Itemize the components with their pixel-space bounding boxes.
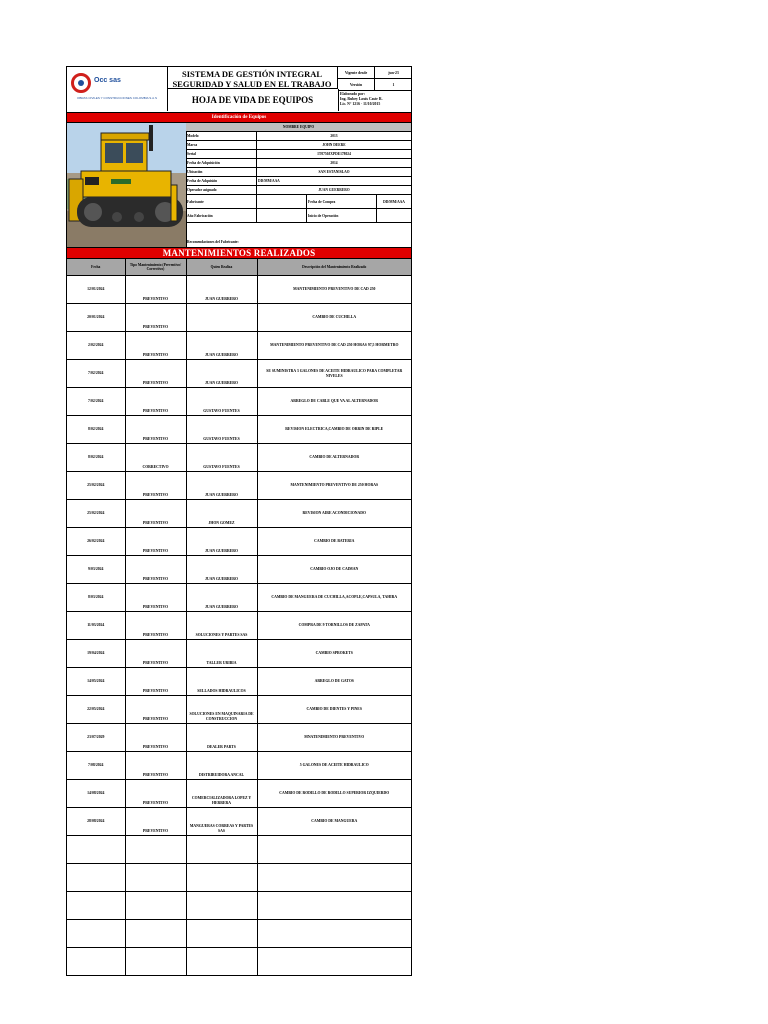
- maintenance-date: [67, 836, 125, 864]
- field-value: 1T0750JXPDE178024: [317, 152, 351, 156]
- field-value: SAN ESTANISLAO: [318, 170, 350, 174]
- logo-emblem-icon: [71, 73, 91, 93]
- maintenance-performer: GUSTAVO FUENTES: [186, 444, 257, 472]
- maintenance-description: MANTENIMIENTO PREVENTIVO DE 250 HORAS: [257, 472, 411, 500]
- field-label: Modelo: [186, 132, 257, 140]
- maintenance-description: [257, 920, 411, 948]
- maintenance-description: [257, 864, 411, 892]
- maintenance-type: PREVENTIVO: [125, 808, 186, 836]
- field-row: [186, 177, 411, 186]
- table-row: [67, 388, 411, 416]
- maintenance-type: PREVENTIVO: [125, 500, 186, 528]
- field-row: [186, 141, 411, 150]
- field-label: Ubicación: [186, 168, 257, 176]
- maintenance-description: COMPRA DE 9 TORNILLOS DE ZAPATA: [257, 612, 411, 640]
- maintenance-date: 20/01/2024: [67, 304, 125, 332]
- maintenance-description: CAMBIO DE ALTERNADOR: [257, 444, 411, 472]
- maintenance-performer: JHON GOMEZ: [186, 500, 257, 528]
- maintenance-description: CAMBIO DE RODILLO DE RODILLO SUPERIOR IZQUIERDO: [257, 780, 411, 808]
- maintenance-type: PREVENTIVO: [125, 472, 186, 500]
- inicio-operacion-value: [377, 209, 411, 222]
- maintenance-type: PREVENTIVO: [125, 528, 186, 556]
- maintenance-performer: [186, 920, 257, 948]
- maintenance-date: 23/07/2029: [67, 724, 125, 752]
- maintenance-type: PREVENTIVO: [125, 612, 186, 640]
- maintenance-type: PREVENTIVO: [125, 724, 186, 752]
- maintenance-date: 7/02/2024: [67, 388, 125, 416]
- table-row: [67, 528, 411, 556]
- fabricante-row: [186, 195, 411, 209]
- maintenance-date: [67, 948, 125, 976]
- table-row: [67, 640, 411, 668]
- table-row: [67, 612, 411, 640]
- table-row: [67, 584, 411, 612]
- field-label: Serial: [186, 150, 257, 158]
- ano-fabricacion-label: Año Fabricación: [186, 209, 257, 222]
- identification-banner: Identificación de Equipos: [67, 113, 411, 123]
- maintenance-type: PREVENTIVO: [125, 360, 186, 388]
- maintenance-date: 8/02/2024: [67, 416, 125, 444]
- maintenance-date: 19/04/2024: [67, 640, 125, 668]
- maintenance-performer: GUSTAVO FUENTES: [186, 416, 257, 444]
- table-row: [67, 556, 411, 584]
- maintenance-performer: MANGUERAS CORREAS Y PARTES SAS: [186, 808, 257, 836]
- maintenance-performer: [186, 304, 257, 332]
- maintenance-type: PREVENTIVO: [125, 276, 186, 304]
- table-row: [67, 920, 411, 948]
- table-row: [67, 332, 411, 360]
- meta-version: [338, 79, 412, 91]
- maintenance-description: CAMBIO DE MANGUERA DE CUCHILLA,ACOPLE,CAPSULA, TAHIRA: [257, 584, 411, 612]
- vigente-label: Vigente desde: [338, 67, 375, 78]
- fabricante-value: [257, 195, 307, 208]
- table-row: [67, 696, 411, 724]
- fecha-compra-label: Fecha de Compra: [307, 195, 377, 208]
- nombre-equipo-label: NOMBRE EQUIPO: [282, 125, 315, 129]
- maintenance-type: [125, 892, 186, 920]
- table-row: [67, 472, 411, 500]
- maintenance-date: 7/08/2024: [67, 752, 125, 780]
- maintenance-performer: JUAN GUERRERO: [186, 584, 257, 612]
- meta-vigente: [338, 67, 412, 79]
- column-header-date: Fecha: [67, 259, 125, 276]
- ano-fabricacion-value: [257, 209, 307, 222]
- maintenance-type: PREVENTIVO: [125, 752, 186, 780]
- maintenance-banner: MANTENIMIENTOS REALIZADOS: [67, 248, 411, 259]
- nombre-equipo-header: [186, 123, 411, 132]
- field-label: Fecha de Adquisión: [186, 177, 257, 185]
- maintenance-type: [125, 836, 186, 864]
- document-title: HOJA DE VIDA DE EQUIPOS: [167, 89, 339, 111]
- maintenance-performer: DISTRIBUIDORA ANCAL: [186, 752, 257, 780]
- version-value: 1: [392, 82, 395, 87]
- maintenance-date: 25/02/2024: [67, 500, 125, 528]
- maintenance-performer: DEALER PARTS: [186, 724, 257, 752]
- field-label: Fecha de Adquisición: [186, 159, 257, 167]
- maintenance-performer: JUAN GUERRERO: [186, 332, 257, 360]
- maintenance-type: [125, 948, 186, 976]
- table-row: [67, 780, 411, 808]
- maintenance-description: 5 GALONES DE ACEITE HIDRAULICO: [257, 752, 411, 780]
- maintenance-date: 8/02/2024: [67, 444, 125, 472]
- maintenance-type: PREVENTIVO: [125, 780, 186, 808]
- table-row: [67, 836, 411, 864]
- maintenance-performer: GUSTAVO FUENTES: [186, 388, 257, 416]
- maintenance-date: 25/02/2024: [67, 472, 125, 500]
- document-meta: [338, 67, 412, 108]
- maintenance-description: MNATENIMIENTO PREVENTIVO: [257, 724, 411, 752]
- maintenance-performer: COMERCIALIZADORA LOPEZ Y HERRERA: [186, 780, 257, 808]
- fecha-compra-value: DD/MM/AAA: [383, 199, 405, 204]
- elaborado-name: Ing. Rubey Louis Castr R.: [340, 97, 383, 101]
- elaborado-license: Lic. N° 1216 - 11/10/2015: [340, 102, 381, 106]
- table-row: [67, 500, 411, 528]
- field-value: JOHN DEERE: [322, 143, 346, 147]
- maintenance-date: [67, 892, 125, 920]
- column-header-description: Descripción del Mantenimiento Realizado: [257, 259, 411, 276]
- recomendaciones-label: Recomendaciones del Fabricante:: [187, 240, 239, 244]
- field-value: 2013: [330, 134, 338, 138]
- table-header-row: [67, 259, 411, 276]
- maintenance-type: PREVENTIVO: [125, 416, 186, 444]
- maintenance-type: PREVENTIVO: [125, 556, 186, 584]
- table-row: [67, 416, 411, 444]
- maintenance-type: CORRECTIVO: [125, 444, 186, 472]
- maintenance-description: CAMBIO DE BATERIA: [257, 528, 411, 556]
- table-row: [67, 276, 411, 304]
- maintenance-description: SE SUMINISTRA 3 GALONES DE ACEITE HIDRAULICO PARA COMPLETAR NIVELES: [257, 360, 411, 388]
- maintenance-description: CAMBIO OJO DE CAIMAN: [257, 556, 411, 584]
- maintenance-date: [67, 864, 125, 892]
- system-title-line1: SISTEMA DE GESTIÓN INTEGRAL: [181, 69, 323, 79]
- maintenance-performer: JUAN GUERRERO: [186, 528, 257, 556]
- maintenance-performer: [186, 948, 257, 976]
- table-row: [67, 444, 411, 472]
- maintenance-performer: [186, 864, 257, 892]
- table-row: [67, 724, 411, 752]
- maintenance-description: CAMBIO SPROKETS: [257, 640, 411, 668]
- maintenance-performer: [186, 892, 257, 920]
- bulldozer-image: [67, 123, 186, 247]
- maintenance-type: PREVENTIVO: [125, 584, 186, 612]
- maintenance-description: CAMBIO DE MANGUERA: [257, 808, 411, 836]
- table-row: [67, 892, 411, 920]
- maintenance-date: 26/02/2024: [67, 528, 125, 556]
- maintenance-description: [257, 836, 411, 864]
- maintenance-performer: SOLUCIONES Y PARTES SAS: [186, 612, 257, 640]
- maintenance-type: [125, 864, 186, 892]
- table-row: [67, 304, 411, 332]
- maintenance-date: 14/05/2024: [67, 668, 125, 696]
- equipment-life-sheet: [66, 66, 412, 976]
- maintenance-type: PREVENTIVO: [125, 388, 186, 416]
- vigente-value: jun-23: [388, 70, 399, 75]
- ano-fabricacion-row: [186, 209, 411, 223]
- maintenance-table: [67, 259, 411, 975]
- table-row: [67, 752, 411, 780]
- maintenance-description: ARREGLO DE GATOS: [257, 668, 411, 696]
- maintenance-type: PREVENTIVO: [125, 640, 186, 668]
- logo-subtitle: OBRAS CIVILES Y CONSTRUCCIONES COLOMBIA S.A.S: [77, 96, 157, 100]
- maintenance-performer: JUAN GUERRERO: [186, 360, 257, 388]
- table-row: [67, 808, 411, 836]
- maintenance-type: PREVENTIVO: [125, 304, 186, 332]
- maintenance-performer: SELLADOS HIDRAULICOS: [186, 668, 257, 696]
- maintenance-description: CAMBIO DE CUCHILLA: [257, 304, 411, 332]
- maintenance-description: MANTENIMIENTO PREVENTIVO DE CAD 250: [257, 276, 411, 304]
- maintenance-date: 11/03/2024: [67, 612, 125, 640]
- field-row: [186, 159, 411, 168]
- column-header-type: Tipo Mantenimiento (Preventivo/ Correctivo): [125, 259, 186, 276]
- field-label: Operador asignado: [186, 186, 257, 194]
- maintenance-date: 7/02/2024: [67, 360, 125, 388]
- maintenance-description: REVISION AIRE ACONDICIONADO: [257, 500, 411, 528]
- document-header: [67, 67, 411, 113]
- maintenance-description: REVISION ELECTRICA,CAMBIO DE ORRIN DE RIPLE: [257, 416, 411, 444]
- maintenance-performer: TALLER URIBIA: [186, 640, 257, 668]
- maintenance-rows: [67, 276, 411, 976]
- maintenance-description: ARREGLO DE CABLE QUE VA AL ALTERNADOR: [257, 388, 411, 416]
- table-row: [67, 864, 411, 892]
- field-row: [186, 186, 411, 195]
- table-row: [67, 360, 411, 388]
- maintenance-date: 9/03/2024: [67, 556, 125, 584]
- maintenance-description: CAMBIO DE DIENTES Y PINES: [257, 696, 411, 724]
- company-logo: [67, 67, 168, 111]
- field-row: [186, 168, 411, 177]
- maintenance-date: [67, 920, 125, 948]
- field-value: JUAN GUERRERO: [318, 188, 350, 192]
- table-row: [67, 948, 411, 976]
- field-row: [186, 132, 411, 141]
- maintenance-description: [257, 892, 411, 920]
- logo-name: Occ sas: [94, 77, 121, 84]
- maintenance-date: 22/05/2024: [67, 696, 125, 724]
- maintenance-date: 28/08/2024: [67, 808, 125, 836]
- maintenance-date: 8/03/2024: [67, 584, 125, 612]
- maintenance-type: PREVENTIVO: [125, 668, 186, 696]
- maintenance-type: [125, 920, 186, 948]
- maintenance-performer: [186, 836, 257, 864]
- maintenance-type: PREVENTIVO: [125, 332, 186, 360]
- maintenance-date: 12/01/2024: [67, 276, 125, 304]
- column-header-performer: Quien Realiza: [186, 259, 257, 276]
- field-row: [186, 150, 411, 159]
- system-title: [167, 67, 338, 89]
- system-title-line2: SEGURIDAD Y SALUD EN EL TRABAJO: [172, 79, 332, 89]
- maintenance-type: PREVENTIVO: [125, 696, 186, 724]
- maintenance-performer: JUAN GUERRERO: [186, 556, 257, 584]
- recomendaciones-row: [186, 223, 411, 246]
- version-label: Versión: [338, 79, 375, 90]
- fabricante-label: Fabricante: [186, 195, 257, 208]
- identification-section: [67, 123, 411, 248]
- maintenance-performer: JUAN GUERRERO: [186, 276, 257, 304]
- inicio-operacion-label: Inicio de Operación: [307, 209, 377, 222]
- elaborado-label: Elaborado por:: [340, 92, 365, 96]
- field-value: DD/MM/AAA: [258, 179, 280, 183]
- maintenance-date: 14/08/2024: [67, 780, 125, 808]
- maintenance-date: 2/02/2024: [67, 332, 125, 360]
- maintenance-performer: JUAN GUERRERO: [186, 472, 257, 500]
- field-value: 2014: [330, 161, 338, 165]
- maintenance-description: [257, 948, 411, 976]
- maintenance-performer: SOLUCIONES EN MAQUINARIA DE CONSTRUCCION: [186, 696, 257, 724]
- equipment-photo: [67, 123, 187, 247]
- table-row: [67, 668, 411, 696]
- field-label: Marca: [186, 141, 257, 149]
- identification-fields: [186, 123, 411, 246]
- maintenance-description: MANTENIMIENTO PREVENTIVO DE CAD 250 HORAS 97,5 HORMETRO: [257, 332, 411, 360]
- meta-elaborado: [338, 91, 412, 108]
